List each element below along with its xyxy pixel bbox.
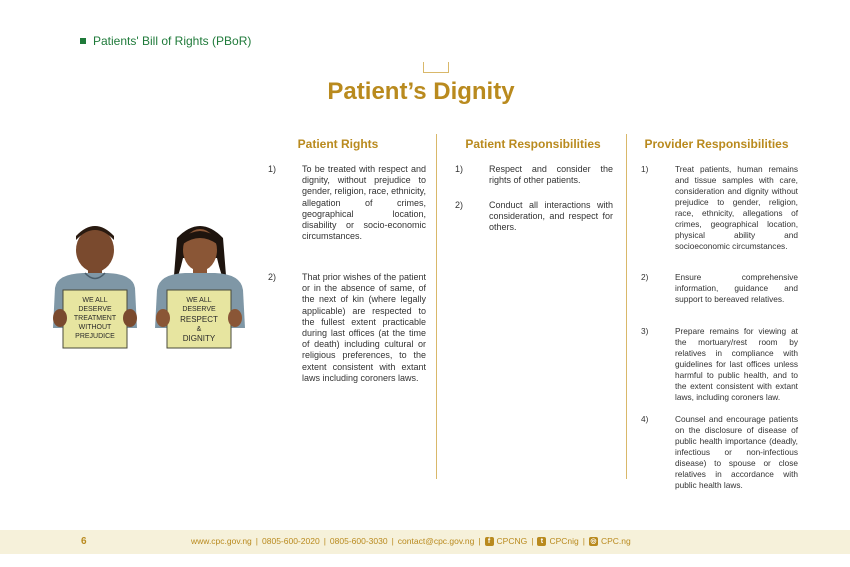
section-header [80, 34, 251, 48]
sign-left-line-5: PREJUDICE [75, 333, 115, 340]
column-title-patient-rights: Patient Rights [297, 137, 379, 151]
footer-website-link[interactable]: www.cpc.gov.ng [191, 536, 252, 546]
footer-email-link[interactable]: contact@cpc.gov.ng [397, 536, 475, 546]
illustration-people-with-signs [45, 218, 250, 378]
column-divider [626, 134, 627, 479]
sign-right-line-1: WE ALL [186, 297, 212, 304]
footer-phone-1[interactable]: 0805-600-2020 [262, 536, 320, 546]
footer-facebook-link[interactable]: CPCNG [496, 536, 528, 546]
sign-right-line-3: RESPECT [180, 315, 218, 324]
page-number: 6 [81, 536, 87, 547]
facebook-icon: f [485, 537, 494, 546]
footer-phone-2[interactable]: 0805-600-3030 [329, 536, 388, 546]
woman-figure [155, 226, 245, 348]
page-title: Patient’s Dignity [327, 78, 515, 105]
twitter-icon: t [537, 537, 546, 546]
sign-left-line-1: WE ALL [82, 297, 108, 304]
square-bullet-icon [80, 38, 86, 44]
sign-left-line-2: DESERVE [78, 306, 112, 313]
sign-right-line-5: DIGNITY [182, 334, 216, 343]
instagram-icon: ◎ [590, 538, 597, 545]
footer-contacts: www.cpc.gov.ng | 0805-600-2020 | 0805-600-3030 | contact@cpc.gov.ng | f CPCNG | t CPCnig | ◎ CPC.ng [191, 536, 631, 546]
sign-right-line-4: & [196, 326, 202, 333]
column-title-patient-responsibilities: Patient Responsibilities [465, 137, 601, 151]
sign-left-line-3: TREATMENT [73, 315, 117, 322]
sign-right-line-2: DESERVE [182, 306, 216, 313]
footer-instagram-link[interactable]: CPC.ng [600, 536, 631, 546]
sign-left-line-4: WITHOUT [78, 324, 112, 331]
title-ornament [423, 62, 449, 73]
column-divider [436, 134, 437, 479]
man-figure [53, 226, 137, 348]
column-title-provider-responsibilities: Provider Responsibilities [644, 137, 789, 151]
footer-twitter-link[interactable]: CPCnig [549, 536, 579, 546]
section-header-label: Patients' Bill of Rights (PBoR) [93, 34, 252, 48]
